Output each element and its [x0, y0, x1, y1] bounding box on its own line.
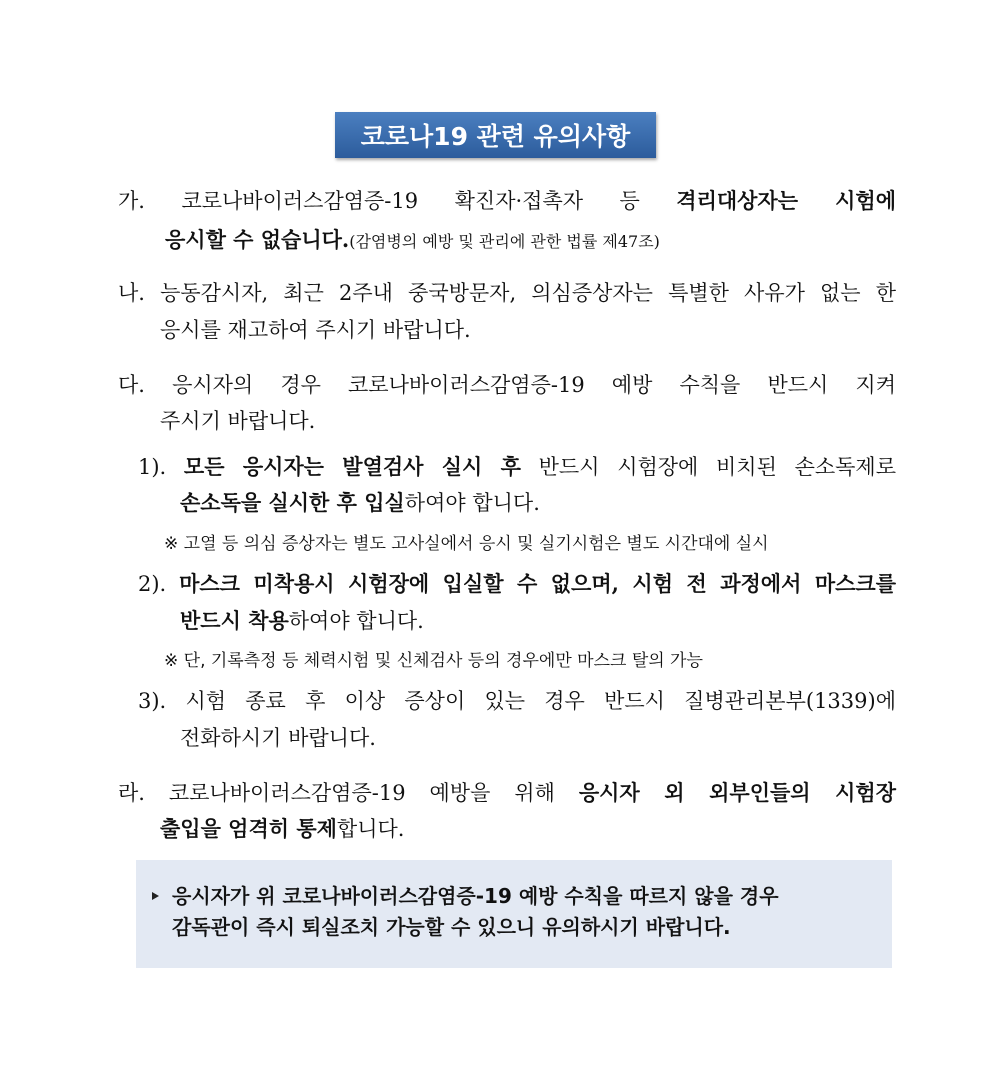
- section-da-line2: 주시기 바랍니다.: [160, 409, 316, 433]
- section-ga-line1: 가. 코로나바이러스감염증-19 확진자·접촉자 등 격리대상자는 시험에: [118, 188, 896, 213]
- section-ga-line2: 응시할 수 없습니다.(감염병의 예방 및 관리에 관한 법률 제47조): [165, 227, 660, 252]
- section-ra-line2: 출입을 엄격히 통제합니다.: [160, 816, 405, 841]
- item3-line1: 3). 시험 종료 후 이상 증상이 있는 경우 반드시 질병관리본부(1339)에: [138, 689, 896, 713]
- section-da-line1: 다. 응시자의 경우 코로나바이러스감염증-19 예방 수칙을 반드시 지켜: [118, 373, 896, 397]
- notice-line1: 응시자가 위 코로나바이러스감염증-19 예방 수칙을 따르지 않을 경우: [172, 884, 779, 908]
- section-ra-line1: 라. 코로나바이러스감염증-19 예방을 위해 응시자 외 외부인들의 시험장: [118, 780, 896, 805]
- item2-line1: 2). 마스크 미착용시 시험장에 입실할 수 없으며, 시험 전 과정에서 마스크를: [138, 571, 896, 596]
- item1-note: ※ 고열 등 의심 증상자는 별도 고사실에서 응시 및 실기시험은 별도 시간대에 실시: [164, 534, 769, 554]
- triangle-bullet-icon: [152, 892, 159, 900]
- section-na-line2: 응시를 재고하여 주시기 바랍니다.: [160, 318, 471, 342]
- page-title: 코로나19 관련 유의사항: [335, 112, 656, 158]
- item1-line2: 손소독을 실시한 후 입실하여야 합니다.: [180, 490, 540, 515]
- item3-line2: 전화하시기 바랍니다.: [180, 726, 376, 750]
- notice-line2: 감독관이 즉시 퇴실조치 가능할 수 있으니 유의하시기 바랍니다.: [172, 915, 731, 939]
- section-na-line1: 나. 능동감시자, 최근 2주내 중국방문자, 의심증상자는 특별한 사유가 없는 한: [118, 281, 896, 305]
- item1-line1: 1). 모든 응시자는 발열검사 실시 후 반드시 시험장에 비치된 손소독제로: [138, 454, 896, 479]
- item2-note: ※ 단, 기록측정 등 체력시험 및 신체검사 등의 경우에만 마스크 탈의 가능: [164, 651, 703, 671]
- item2-line2: 반드시 착용하여야 합니다.: [180, 608, 424, 633]
